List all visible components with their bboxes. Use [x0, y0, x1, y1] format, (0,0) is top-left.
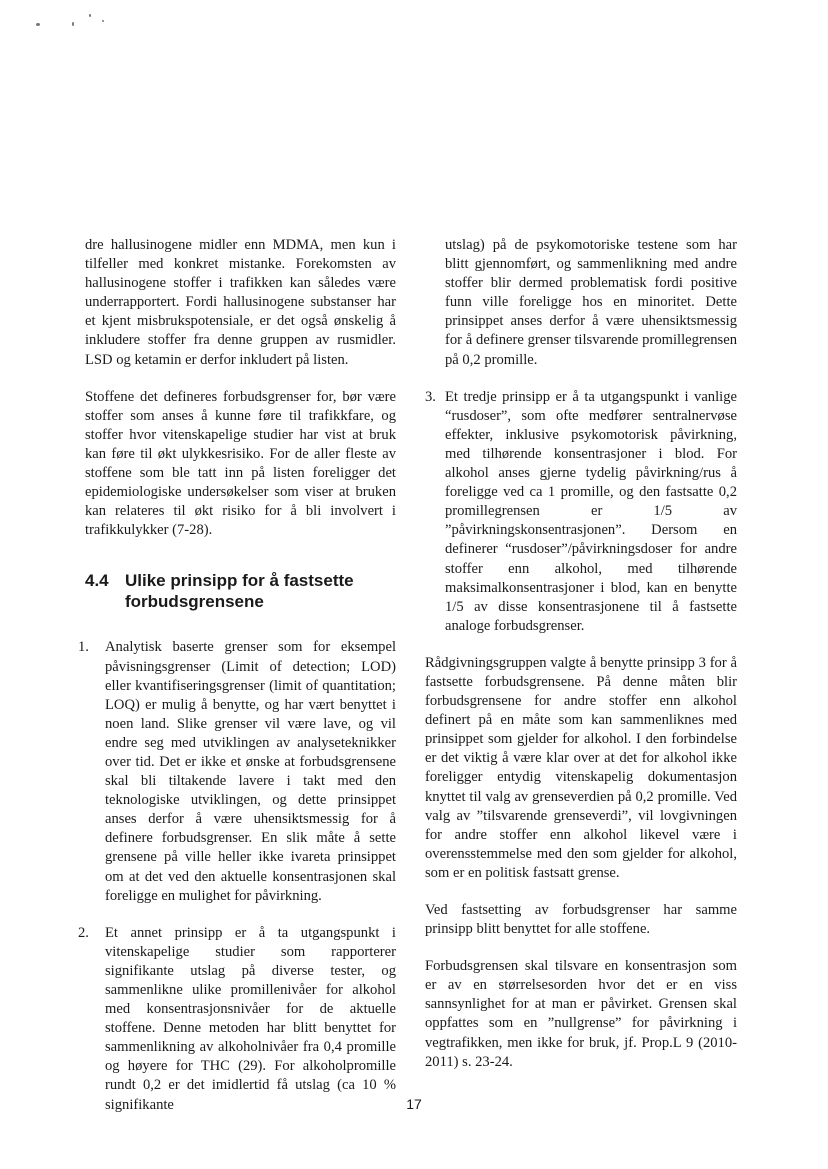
scan-speck — [36, 23, 40, 26]
paragraph-gap — [425, 636, 737, 654]
list-item — [78, 638, 396, 905]
paragraph: Rådgivningsgruppen valgte å benytte prinsipp 3 for å fastsette forbudsgrensene. På denne måten blir forbudsgrensene for andre stoffer enn alkohol definert på en måte som kan sammenliknes med prinsippet som gjelder for alkohol. I den forbindelse er det viktig å være klar over at det for alkohol ikke foreligger entydig vitenskapelig dokumentasjon knyttet til valg av grenseverdien på 0,2 promille. Ved valg av ”tilsvarende grenseverdi”, vil lovgivningen for andre stoffer enn alkohol likevel være i overensstemmelse med den som gjelder for alkohol, som er en politisk fastsatt grense. — [425, 654, 737, 881]
list-item-text: Et annet prinsipp er å ta utgangspunkt i vitenskapelige studier som rapporterer signifikante utslag på diverse tester, og sammenlikne ulike promillenivåer for alkohol med konsentrasjonsnivåer for de aktuelle stoffene. Denne metoden har blitt benyttet for sammenlikning av alkoholnivåer fra 0,4 promille og høyere for THC (29). For alkoholpromille rundt 0,2 er det imidlertid få utslag (ca 10 % signifikante — [105, 924, 396, 1113]
paragraph: Stoffene det defineres forbudsgrenser for, bør være stoffer som anses å kunne føre til trafikkfare, og stoffer hvor vitenskapelige studier har vist at bruk kan føre til økt ulykkesrisiko. For de aller fleste av stoffene som ble tatt inn på listen foreligger det epidemiologiske undersøkelser som viser at bruken kan relateres til økt risiko for å bli involvert i trafikkulykker (7-28). — [85, 388, 396, 539]
left-column — [78, 236, 396, 1115]
right-column — [425, 236, 737, 1072]
scan-speck — [89, 14, 91, 17]
list-item-continued — [425, 236, 737, 370]
section-title: Ulike prinsipp for å fastsette forbudsgrensene — [125, 571, 354, 612]
paragraph-gap — [425, 883, 737, 901]
paragraph: Ved fastsetting av forbudsgrenser har samme prinsipp blitt benyttet for alle stoffene. — [425, 902, 737, 938]
scan-speck — [102, 20, 104, 22]
section-heading — [85, 570, 396, 612]
list-item-text: Analytisk baserte grenser som for eksempel påvisningsgrenser (Limit of detection; LOD) eller kvantifiseringsgrenser (limit of quantitation; LOQ) er mulig å benytte, og har vært benyttet i noen land. Slike grenser vil være lave, og vil endre seg med utviklingen av analyseteknikker over tid. Det er ikke et ønske at forbudsgrensene skal bli tiltakende lavere i takt med den teknologiske utviklingen, og dette prinsippet anses derfor å være uhensiktsmessig for å definere forbudsgrenser. En slik måte å sette grensene på ville heller ikke ivareta prinsippet om at det ved den aktuelle konsentrasjonen skal foreligge en mulighet for påvirkning. — [105, 639, 396, 904]
list-item — [78, 924, 396, 1115]
list-item — [425, 388, 737, 636]
list-item-text: Et tredje prinsipp er å ta utgangspunkt i vanlige “rusdoser”, som ofte medfører sentralnervøse effekter, inklusive psykomotorisk påvirkning, med tilhørende konsentrasjoner i blod. For alkohol anses gjerne tydelig påvirkning/rus å foreligge ved ca 1 promille, og den fastsatte 0,2 promillegrensen er 1/5 av ”påvirkningskonsentrasjonen”. Dersom en definerer “rusdoser”/påvirkningsdoser for andre stoffer enn alkohol, med tilhørende maksimalkonsentrasjoner i blod, kan en benytte 1/5 av disse konsentrasjonene til å fastsette analoge forbudsgrenser. — [445, 388, 737, 634]
paragraph: Forbudsgrensen skal tilsvare en konsentrasjon som er av en størrelsesorden hvor det er en viss sannsynlighet for at man er påvirket. Grensen skal oppfattes som en ”nullgrense” for påvirkning i vegtrafikken, men ikke for bruk, jf. Prop.L 9 (2010-2011) s. 23-24. — [425, 958, 737, 1070]
paragraph-gap — [85, 370, 396, 388]
list-item-number: 1. — [78, 639, 89, 656]
paragraph: dre hallusinogene midler enn MDMA, men kun i tilfeller med konkret mistanke. Forekomsten av hallusinogene stoffer i trafikken kan således være underrapportert. Fordi hallusinogene substanser har et kjent misbrukspotensiale, er det også ønskelig å inkludere stoffer fra denne gruppen av rusmidler. LSD og ketamin er derfor inkludert på listen. — [85, 237, 396, 368]
paragraph-gap — [85, 906, 396, 924]
list-item-text: utslag) på de psykomotoriske testene som har blitt gjennomført, og sammenlikning med andre stoffer blir dermed problematisk fordi positive funn ville foreligge hos en minoritet. Dette prinsippet anses derfor å være uhensiktsmessig for å definere grenser tilsvarende promillegrensen på 0,2 promille. — [445, 237, 737, 368]
list-item-number: 3. — [425, 388, 436, 405]
section-number: 4.4 — [85, 571, 109, 591]
list-item-number: 2. — [78, 924, 89, 941]
page-number: 17 — [406, 1096, 422, 1112]
paragraph-gap — [425, 370, 737, 388]
scan-speck — [72, 22, 74, 26]
paragraph-gap — [425, 939, 737, 957]
